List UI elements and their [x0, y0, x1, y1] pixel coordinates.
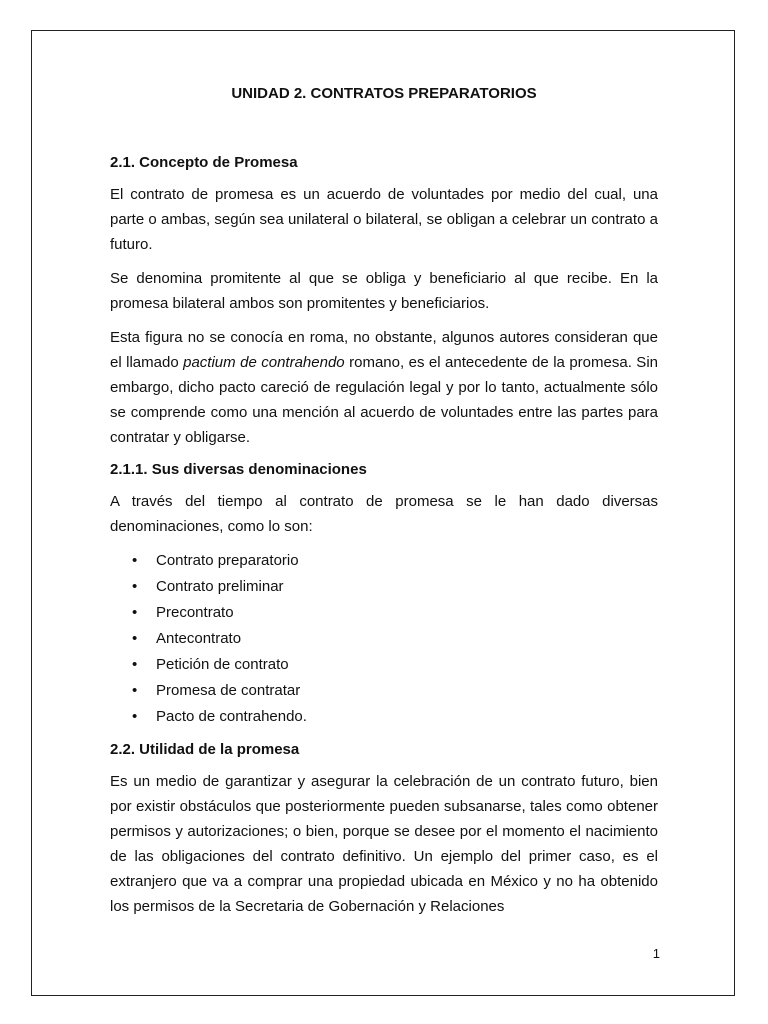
paragraph-text: Esta figura no se conocía en roma, no obstante, algunos autores consideran que el llamado	[110, 329, 658, 371]
paragraph-concepto-3	[110, 325, 658, 450]
paragraph-denominaciones-intro: A través del tiempo al contrato de promesa se le han dado diversas denominaciones, como lo son:	[110, 493, 658, 535]
list-item: • Petición de contrato	[156, 652, 658, 678]
list-item: • Pacto de contrahendo.	[156, 704, 658, 730]
section-heading-denominaciones: 2.1.1. Sus diversas denominaciones	[110, 461, 367, 478]
section-heading-utilidad: 2.2. Utilidad de la promesa	[110, 741, 300, 758]
document-title: UNIDAD 2. CONTRATOS PREPARATORIOS	[231, 85, 537, 102]
list-item: • Promesa de contratar	[156, 678, 658, 704]
document-body	[110, 84, 658, 928]
list-item: • Precontrato	[156, 600, 658, 626]
paragraph-concepto-2: Se denomina promitente al que se obliga y beneficiario al que recibe. En la promesa bilateral ambos son promitentes y beneficiarios.	[110, 270, 658, 312]
section-heading-concepto: 2.1. Concepto de Promesa	[110, 154, 298, 171]
list-item: • Antecontrato	[156, 626, 658, 652]
denominaciones-list	[110, 548, 658, 730]
paragraph-concepto-1: El contrato de promesa es un acuerdo de voluntades por medio del cual, una parte o ambas, según sea unilateral o bilateral, se obligan a celebrar un contrato a futuro.	[110, 186, 658, 253]
page-number: 1	[652, 946, 660, 961]
paragraph-text: romano, es el antecedente de la promesa. Sin embargo, dicho pacto careció de regulación legal y por lo tanto, actualmente sólo se comprende como una mención al acuerdo de voluntades entre las partes para contratar y obligarse.	[110, 354, 658, 446]
paragraph-utilidad-1: Es un medio de garantizar y asegurar la celebración de un contrato futuro, bien por existir obstáculos que posteriormente pueden subsanarse, tales como obtener permisos y autorizaciones; o bien, porque se desee por el momento el nacimiento de las obligaciones del contrato definitivo. Un ejemplo del primer caso, es el extranjero que va a comprar una propiedad ubicada en México y no ha obtenido los permisos de la Secretaria de Gobernación y Relaciones	[110, 773, 658, 915]
list-item: • Contrato preliminar	[156, 574, 658, 600]
italic-term: pactium de contrahendo	[183, 354, 345, 371]
list-item: • Contrato preparatorio	[156, 548, 658, 574]
